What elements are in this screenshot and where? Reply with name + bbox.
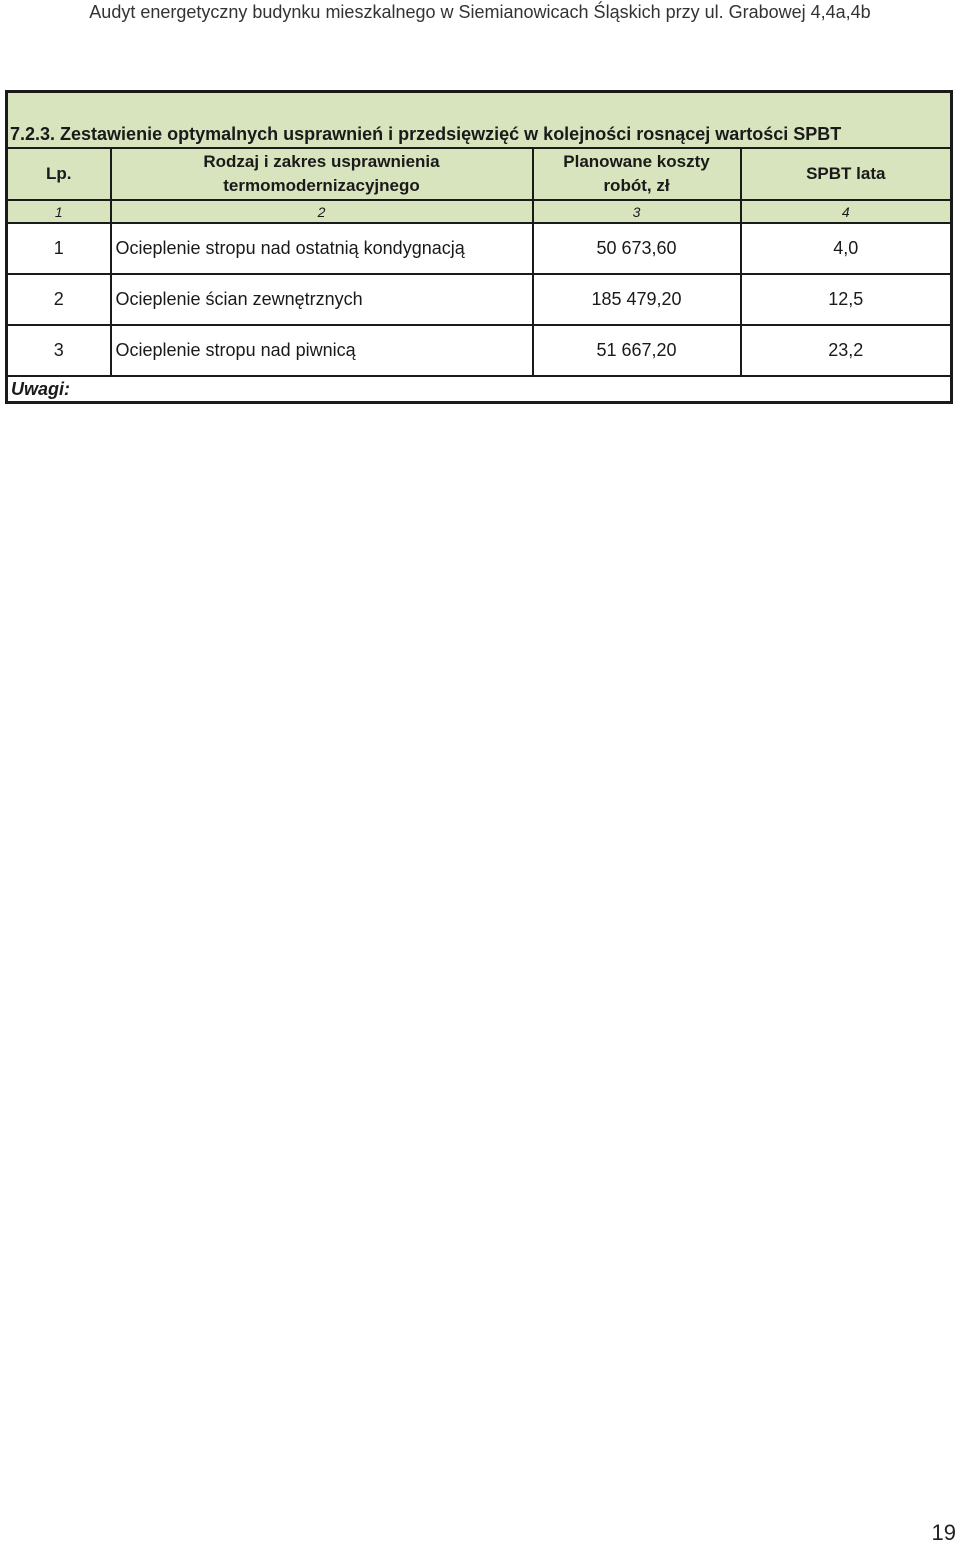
column-number: 4: [741, 200, 952, 223]
column-number: 3: [533, 200, 741, 223]
measures-table: [5, 90, 953, 404]
row-lp: 3: [7, 325, 111, 376]
column-header-lp: Lp.: [7, 148, 111, 200]
table-row: [7, 274, 952, 325]
row-description: Ocieplenie stropu nad piwnicą: [111, 325, 533, 376]
row-lp: 1: [7, 223, 111, 274]
remarks-row: [7, 376, 952, 403]
row-cost: 51 667,20: [533, 325, 741, 376]
row-cost: 185 479,20: [533, 274, 741, 325]
row-spbt: 4,0: [741, 223, 952, 274]
table-row: [7, 325, 952, 376]
section-title: 7.2.3. Zestawienie optymalnych usprawnień i przedsięwzięć w kolejności rosnącej wartości SPBT: [7, 92, 952, 149]
table-row: [7, 223, 952, 274]
column-header-cost-line2: robót, zł: [603, 176, 670, 195]
row-lp: 2: [7, 274, 111, 325]
column-number: 1: [7, 200, 111, 223]
running-header: Audyt energetyczny budynku mieszkalnego w Siemianowicach Śląskich przy ul. Grabowej 4,4a,4b: [89, 2, 871, 22]
row-description: Ocieplenie stropu nad ostatnią kondygnacją: [111, 223, 533, 274]
column-header-spbt: SPBT lata: [741, 148, 952, 200]
column-header-cost-line1: Planowane koszty: [563, 152, 710, 171]
row-spbt: 23,2: [741, 325, 952, 376]
row-cost: 50 673,60: [533, 223, 741, 274]
remarks-label: Uwagi:: [7, 376, 952, 403]
column-header-description: [111, 148, 533, 200]
column-header-description-line1: Rodzaj i zakres usprawnienia: [203, 152, 440, 171]
row-spbt: 12,5: [741, 274, 952, 325]
column-number: 2: [111, 200, 533, 223]
column-numbers-row: [7, 200, 952, 223]
row-description: Ocieplenie ścian zewnętrznych: [111, 274, 533, 325]
table-title-row: [7, 92, 952, 149]
table-header-row: [7, 148, 952, 200]
page-number: 19: [931, 1520, 956, 1545]
column-header-description-line2: termomodernizacyjnego: [223, 176, 420, 195]
column-header-cost: [533, 148, 741, 200]
